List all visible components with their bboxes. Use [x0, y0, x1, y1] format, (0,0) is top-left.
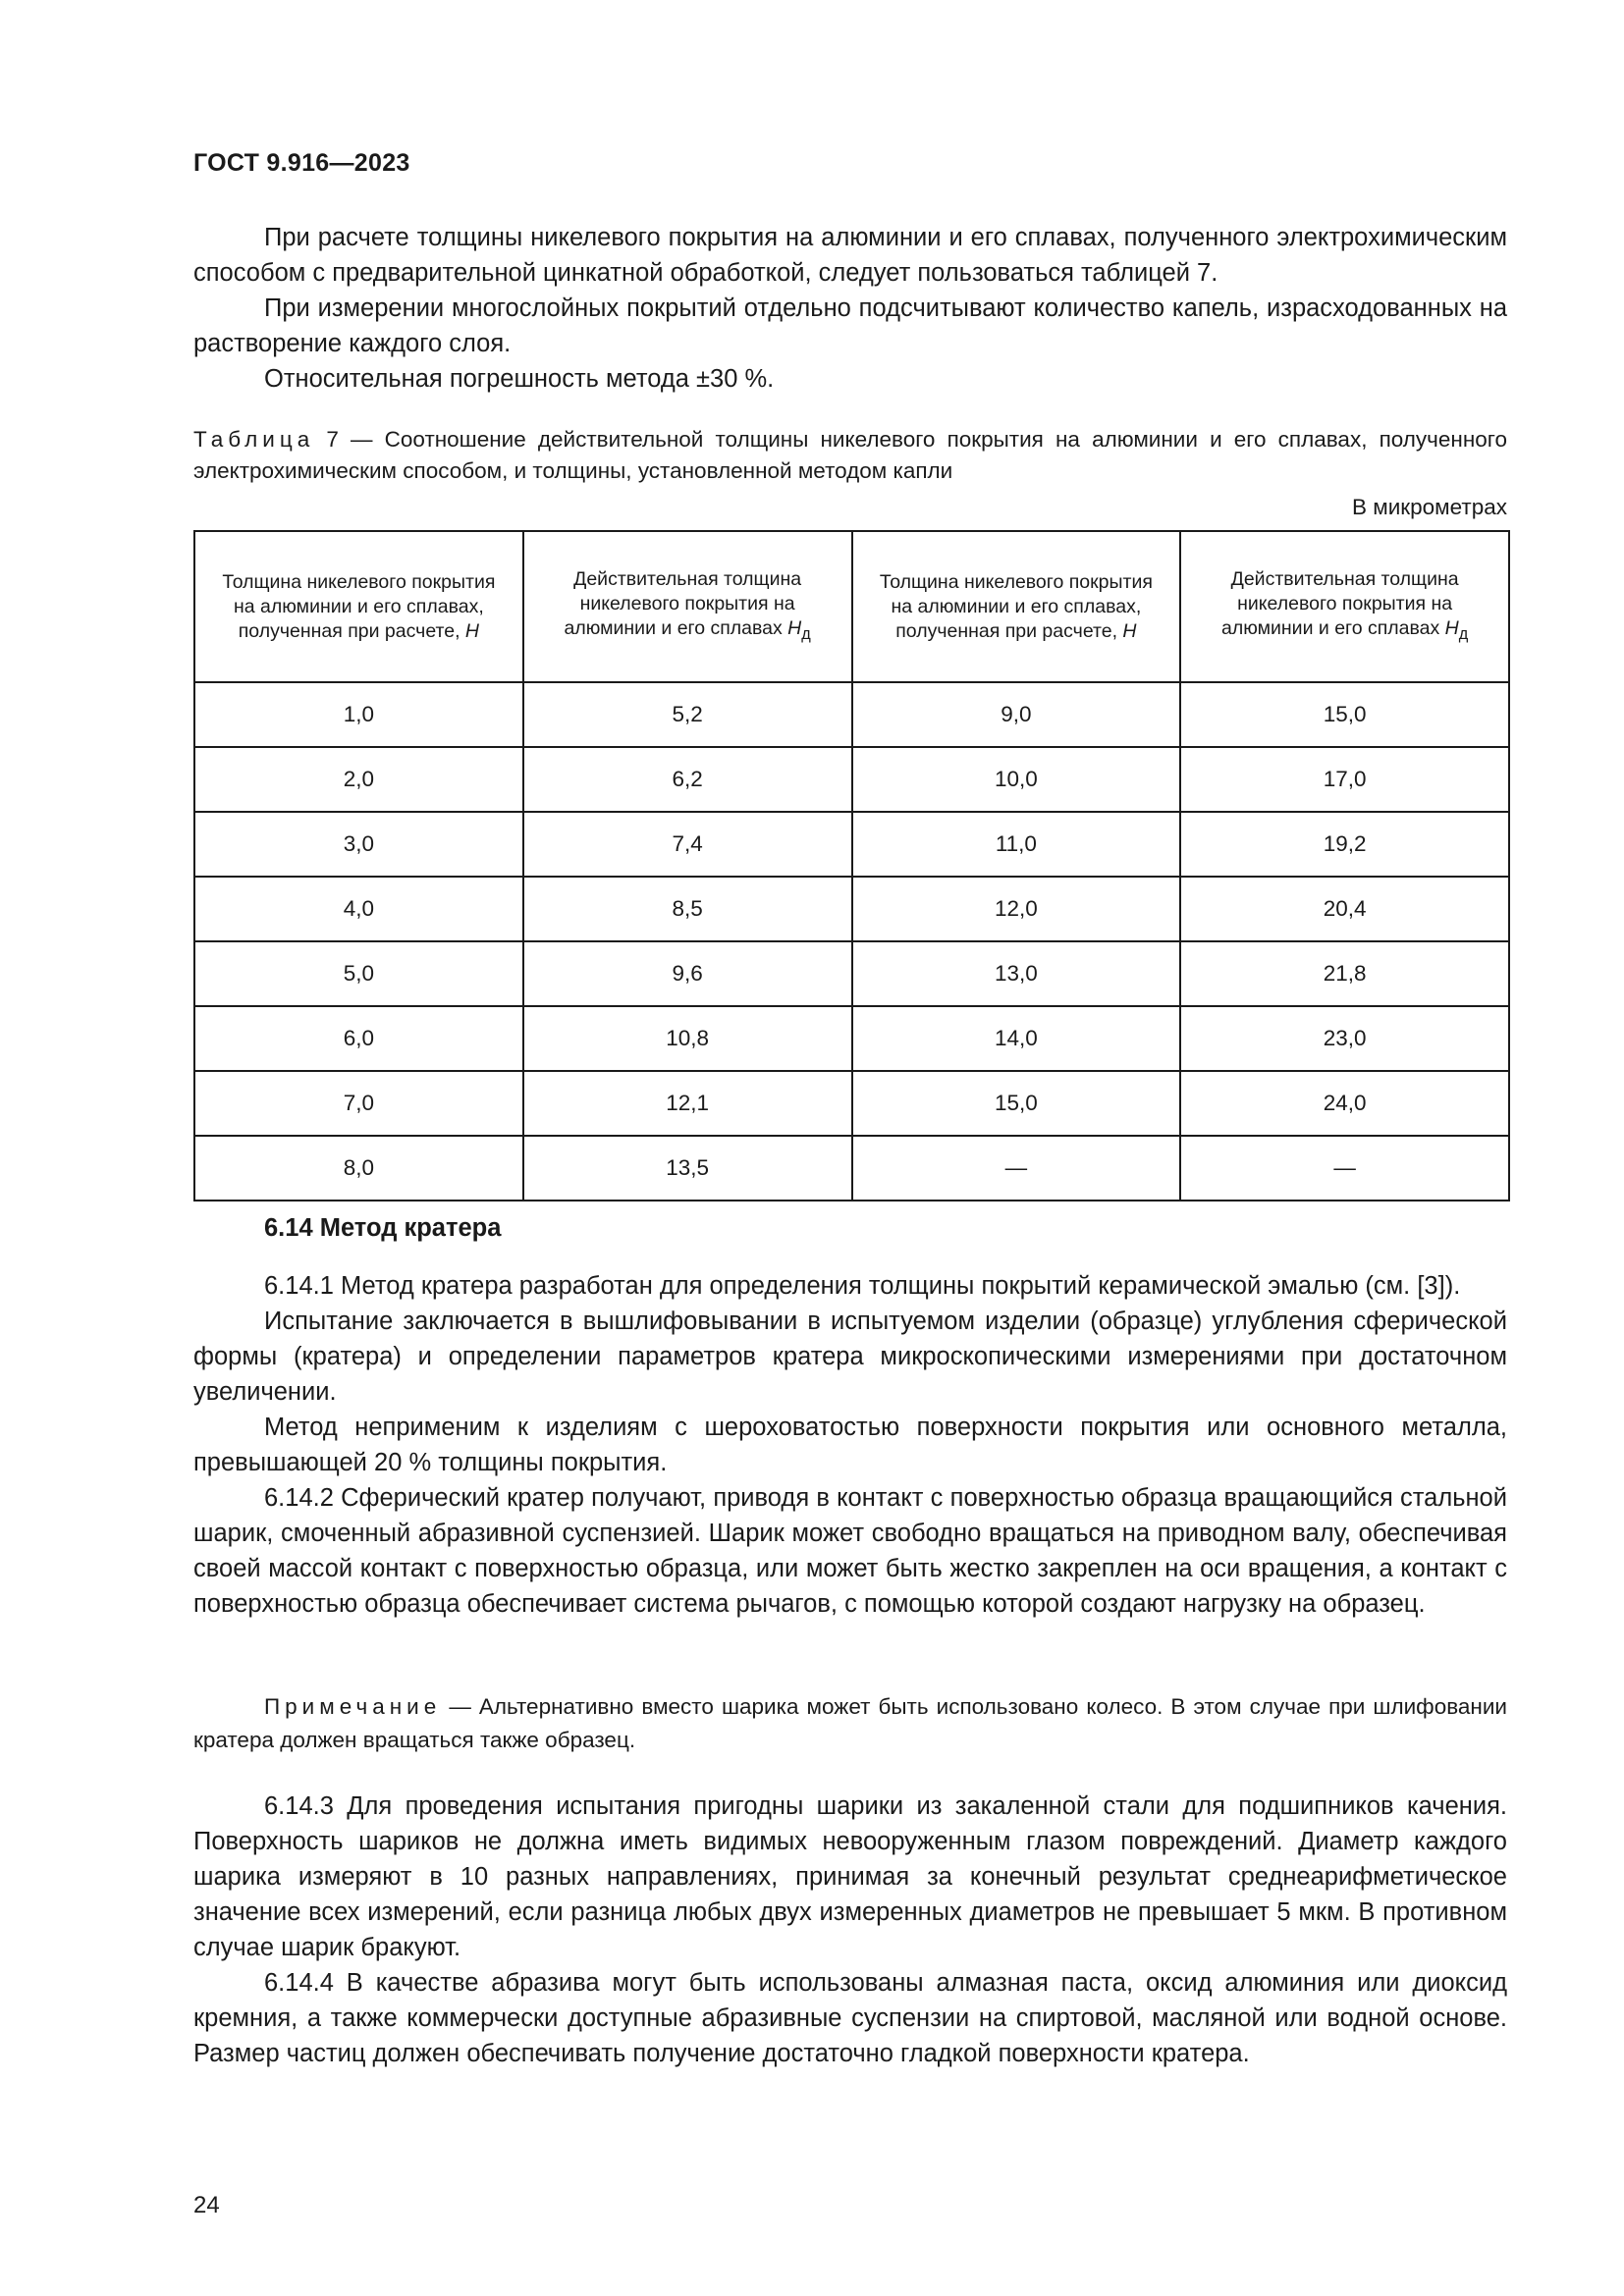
table-cell: 7,0: [194, 1071, 523, 1136]
table-cell: 10,0: [852, 747, 1181, 812]
table-cell: 9,6: [523, 941, 852, 1006]
paragraph: При расчете толщины никелевого покрытия на алюминии и его сплавах, полученного электрохимическим способом с предварительной цинкатной обработкой, следует пользоваться таблицей 7.: [193, 224, 1507, 287]
table-cell: 17,0: [1180, 747, 1509, 812]
page-number: 24: [193, 2192, 220, 2218]
section-title: 6.14 Метод кратера: [264, 1214, 502, 1242]
table-caption-text: 7 — Соотношение действительной толщины никелевого покрытия на алюминии и его сплавах, полученного электрохимическим способом, и толщины, установленной методом капли: [193, 427, 1507, 483]
intro-text: [193, 220, 1507, 397]
table-cell: 5,0: [194, 941, 523, 1006]
table-cell: 7,4: [523, 812, 852, 877]
column-header: Действительная толщина никелевого покрытия на алюминии и его сплавах $H_д$: [523, 531, 852, 682]
table-units: В микрометрах: [1352, 495, 1507, 519]
table-cell: 8,0: [194, 1136, 523, 1201]
table-cell: 15,0: [1180, 682, 1509, 747]
table-caption-label: Таблица: [193, 427, 315, 452]
note-label: Примечание: [264, 1694, 442, 1719]
table-cell: 2,0: [194, 747, 523, 812]
table-row: [194, 941, 1509, 1006]
table-cell: 21,8: [1180, 941, 1509, 1006]
document-header: ГОСТ 9.916—2023: [193, 149, 410, 177]
table-cell: 9,0: [852, 682, 1181, 747]
table-row: [194, 812, 1509, 877]
table-row: [194, 747, 1509, 812]
table-row: [194, 877, 1509, 941]
table-cell: —: [852, 1136, 1181, 1201]
column-header: Действительная толщина никелевого покрытия на алюминии и его сплавах $H_д$: [1180, 531, 1509, 682]
table-row: [194, 1071, 1509, 1136]
table-cell: 6,0: [194, 1006, 523, 1071]
table-row: [194, 1136, 1509, 1201]
table-cell: 23,0: [1180, 1006, 1509, 1071]
paragraph: Относительная погрешность метода ±30 %.: [264, 365, 775, 393]
table-cell: 12,1: [523, 1071, 852, 1136]
table-cell: 24,0: [1180, 1071, 1509, 1136]
column-header: Толщина никелевого покрытия на алюминии и его сплавах, полученная при расчете, H: [194, 531, 523, 682]
table-header-row: [194, 531, 1509, 682]
table-cell: 1,0: [194, 682, 523, 747]
table-cell: —: [1180, 1136, 1509, 1201]
table-body: [194, 682, 1509, 1201]
paragraph: 6.14.2 Сферический кратер получают, приводя в контакт с поверхностью образца вращающийся стальной шарик, смоченный абразивной суспензией. Шарик может свободно вращаться на приводном валу, обеспечивая своей массой контакт с поверхностью образца, или может быть жестко закреплен на оси вращения, а контакт с поверхностью образца обеспечивает система рычагов, с помощью которой создают нагрузку на образец.: [193, 1484, 1507, 1618]
table-caption: [193, 424, 1507, 487]
note-text: — Альтернативно вместо шарика может быть использовано колесо. В этом случае при шлифовании кратера должен вращаться также образец.: [193, 1694, 1507, 1752]
paragraph: 6.14.3 Для проведения испытания пригодны шарики из закаленной стали для подшипников качения. Поверхность шариков не должна иметь видимых невооруженным глазом повреждений. Диаметр каждого шарика измеряют в 10 разных направлениях, принимая за конечный результат среднеарифметическое значение всех измерений, если разница любых двух измеренных диаметров не превышает 5 мкм. В противном случае шарик бракуют.: [193, 1792, 1507, 1961]
section-text-continued: [193, 1789, 1507, 2071]
table-cell: 6,2: [523, 747, 852, 812]
table-cell: 20,4: [1180, 877, 1509, 941]
table-cell: 12,0: [852, 877, 1181, 941]
table-row: [194, 682, 1509, 747]
paragraph: При измерении многослойных покрытий отдельно подсчитывают количество капель, израсходованных на растворение каждого слоя.: [193, 294, 1507, 357]
table-row: [194, 1006, 1509, 1071]
table-cell: 15,0: [852, 1071, 1181, 1136]
table-cell: 11,0: [852, 812, 1181, 877]
table-cell: 5,2: [523, 682, 852, 747]
table-cell: 4,0: [194, 877, 523, 941]
table-cell: 10,8: [523, 1006, 852, 1071]
paragraph: Метод неприменим к изделиям с шероховатостью поверхности покрытия или основного металла, превышающей 20 % толщины покрытия.: [193, 1414, 1507, 1476]
table-cell: 3,0: [194, 812, 523, 877]
table-cell: 8,5: [523, 877, 852, 941]
paragraph: Испытание заключается в вышлифовывании в испытуемом изделии (образце) углубления сферической формы (кратера) и определении параметров кратера микроскопическими измерениями при достаточном увеличении.: [193, 1308, 1507, 1406]
table-cell: 13,0: [852, 941, 1181, 1006]
table-cell: 14,0: [852, 1006, 1181, 1071]
section-text: [193, 1268, 1507, 1622]
column-header: Толщина никелевого покрытия на алюминии и его сплавах, полученная при расчете, H: [852, 531, 1181, 682]
note: [193, 1690, 1507, 1757]
table-cell: 13,5: [523, 1136, 852, 1201]
paragraph: 6.14.4 В качестве абразива могут быть использованы алмазная паста, оксид алюминия или диоксид кремния, а также коммерчески доступные абразивные суспензии на спиртовой, масляной или водной основе. Размер частиц должен обеспечивать получение достаточно гладкой поверхности кратера.: [193, 1969, 1507, 2067]
data-table: [193, 530, 1510, 1201]
paragraph: 6.14.1 Метод кратера разработан для определения толщины покрытий керамической эмалью (см. [3]).: [264, 1272, 1461, 1300]
table-cell: 19,2: [1180, 812, 1509, 877]
